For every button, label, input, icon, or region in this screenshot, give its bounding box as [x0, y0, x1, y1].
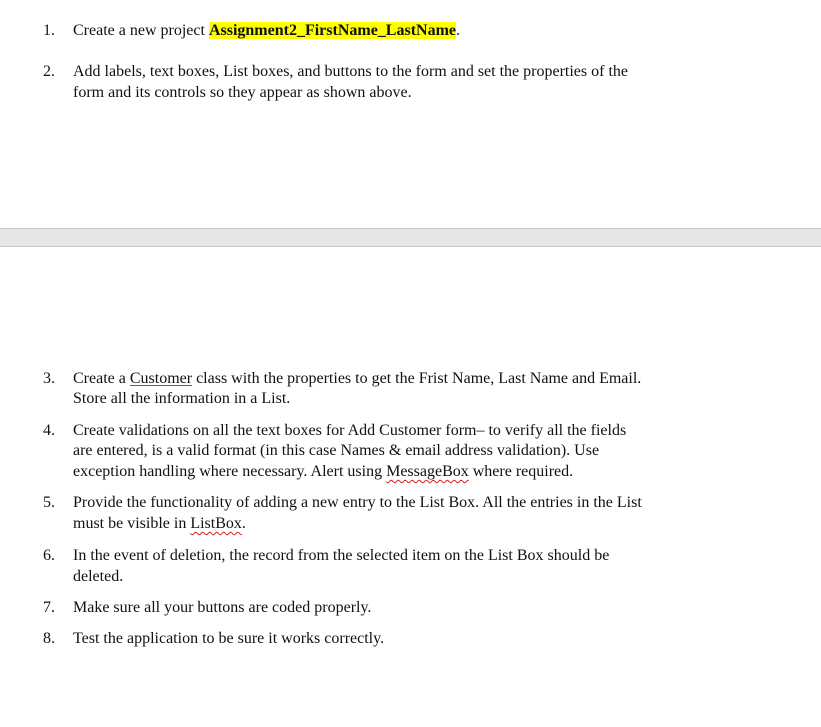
list-text-line: Test the application to be sure it works correctly. [73, 630, 385, 647]
text-segment: Create a new project [73, 22, 209, 39]
list-text [73, 514, 246, 534]
list-text [73, 462, 573, 482]
list-number: 1. [43, 22, 55, 39]
list-number: 8. [43, 630, 55, 647]
highlighted-project-name: Assignment2_FirstName_LastName [208, 22, 457, 39]
list-number: 7. [43, 599, 55, 616]
text-segment: . [241, 515, 246, 532]
spelling-flagged-word[interactable]: ListBox [190, 515, 242, 532]
list-text-line: are entered, is a valid format (in this case Names & email address validation). Use [73, 442, 600, 459]
list-number: 6. [43, 547, 55, 564]
list-text-line: form and its controls so they appear as shown above. [73, 84, 412, 101]
list-text-line: In the event of deletion, the record from the selected item on the List Box should be [73, 547, 610, 564]
text-segment: class with the properties to get the Frist Name, Last Name and Email. [192, 370, 642, 387]
list-text-line: Create validations on all the text boxes for Add Customer form– to verify all the fields [73, 422, 627, 439]
list-number: 5. [43, 494, 55, 511]
list-text-line: Store all the information in a List. [73, 390, 291, 407]
spelling-flagged-word[interactable]: MessageBox [386, 463, 469, 480]
text-segment: must be visible in [73, 515, 191, 532]
text-segment: Create a [73, 370, 130, 387]
list-text [73, 21, 460, 41]
page-break-separator [0, 228, 821, 247]
list-number: 3. [43, 370, 55, 387]
list-text-line: deleted. [73, 568, 124, 585]
text-segment: . [456, 22, 461, 39]
list-text-line: Add labels, text boxes, List boxes, and buttons to the form and set the properties of the [73, 63, 628, 80]
list-text-line: Make sure all your buttons are coded properly. [73, 599, 372, 616]
grammar-flagged-word[interactable]: Customer [129, 370, 193, 387]
list-number: 4. [43, 422, 55, 439]
text-segment: exception handling where necessary. Alert using [73, 463, 387, 480]
list-text-line: Provide the functionality of adding a new entry to the List Box. All the entries in the List [73, 494, 642, 511]
list-text [73, 369, 641, 389]
text-segment: where required. [468, 463, 574, 480]
list-number: 2. [43, 63, 55, 80]
